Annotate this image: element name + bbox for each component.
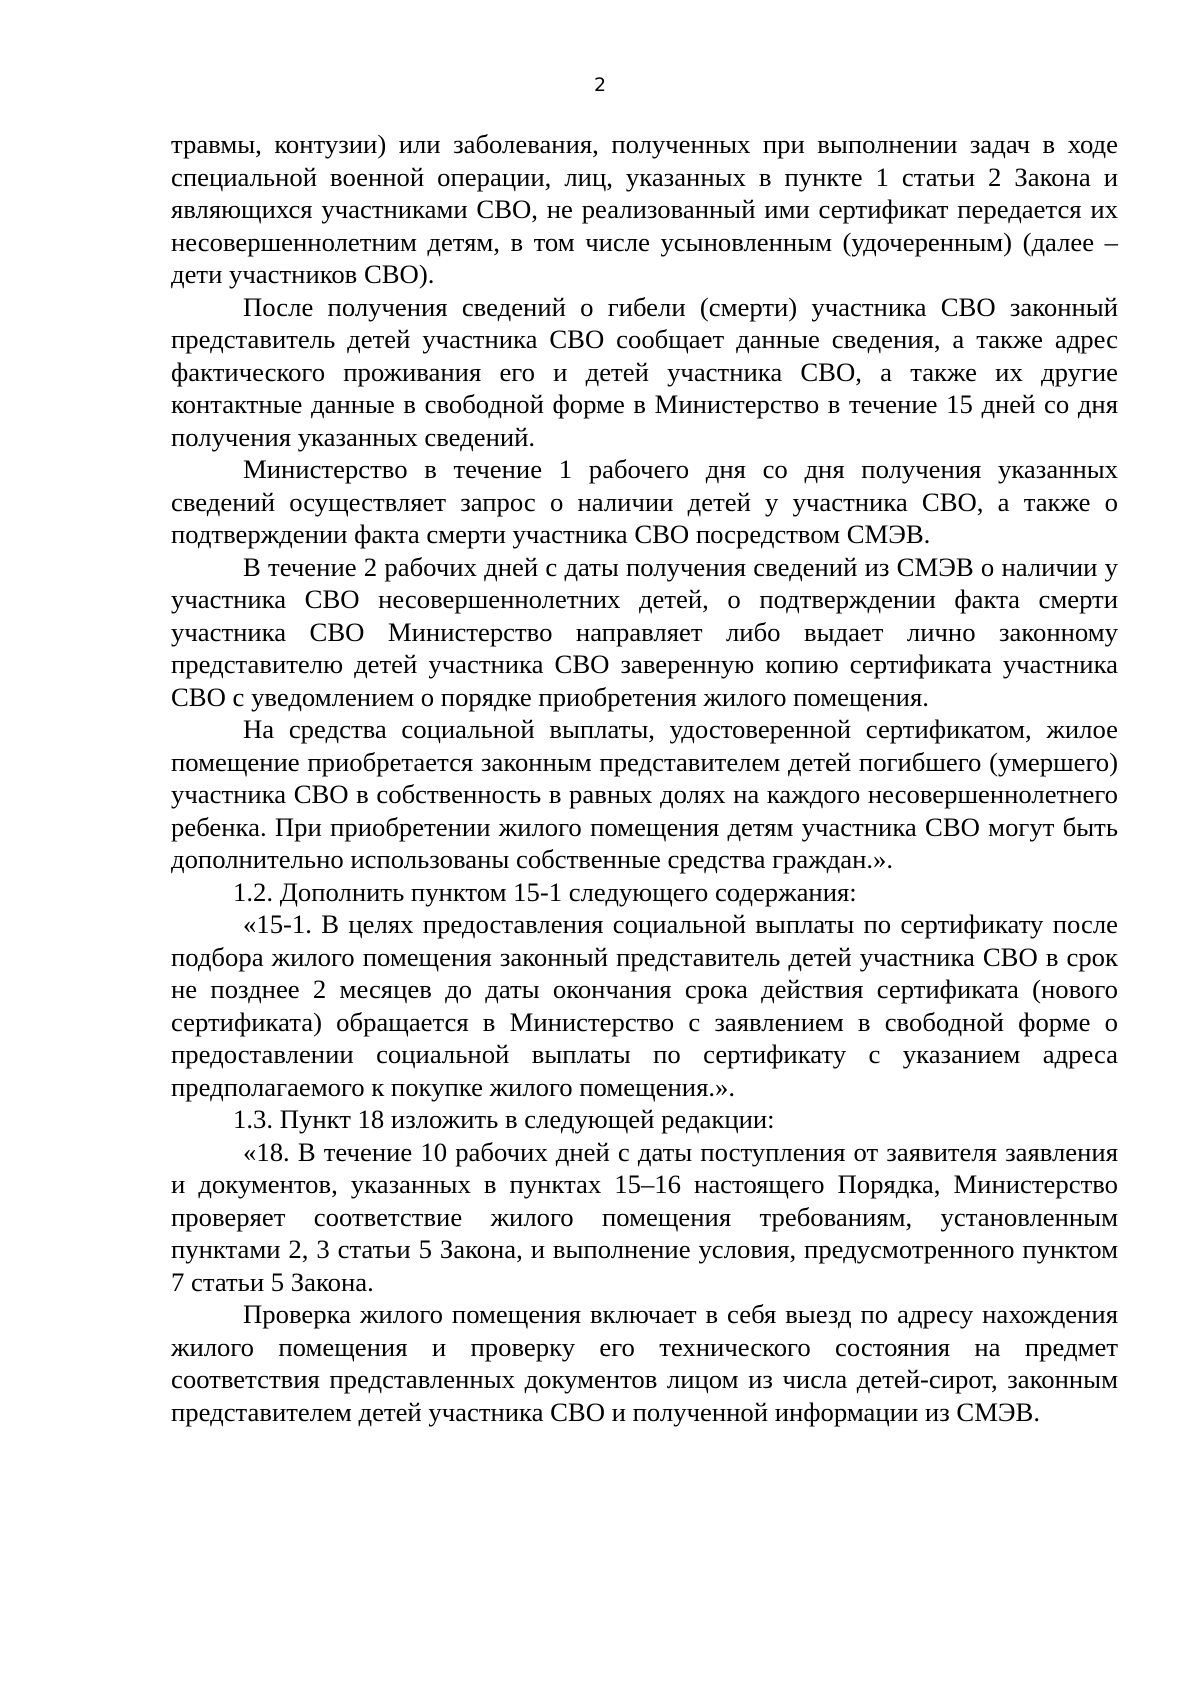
paragraph-notification-of-death: После получения сведений о гибели (смерти) участника СВО законный представитель детей участника СВО сообщает данные сведения, а также адрес фактического проживания его и детей участника СВО, а также их другие контактные данные в свободной форме в Министерство в течение 15 дней со дня получения указанных сведений. — [171, 291, 1118, 452]
paragraph-inspection: Проверка жилого помещения включает в себя выезд по адресу нахождения жилого помещения и проверку его технического состояния на предмет соответствия представленных документов лицом из числа детей-сирот, законным представителем детей участника СВО и полученной информации из СМЭВ. — [171, 1299, 1118, 1427]
paragraph-clause-1-2: 1.2. Дополнить пунктом 15-1 следующего содержания: — [233, 876, 857, 907]
paragraph-continuation: травмы, контузии) или заболевания, полученных при выполнении задач в ходе специальной военной операции, лиц, указанных в пункте 1 статьи 2 Закона и являющихся участниками СВО, не реализованный ими сертификат передается их несовершеннолетним детям, в том числе усыновленным (удочеренным) (далее – дети участников СВО). — [171, 129, 1118, 289]
paragraph-housing-purchase: На средства социальной выплаты, удостоверенной сертификатом, жилое помещение приобретается законным представителем детей погибшего (умершего) участника СВО в собственность в равных долях на каждого несовершеннолетнего ребенка. При приобретении жилого помещения детям участника СВО могут быть дополнительно использованы собственные средства граждан.». — [171, 714, 1118, 874]
document-body — [171, 128, 1118, 1428]
paragraph-certificate-copy: В течение 2 рабочих дней с даты получения сведений из СМЭВ о наличии у участника СВО несовершеннолетних детей, о подтверждении факта смерти участника СВО Министерство направляет либо выдает лично законному представителю детей участника СВО заверенную копию сертификата участника СВО с уведомлением о порядке приобретения жилого помещения. — [171, 551, 1118, 712]
paragraph-clause-1-3: 1.3. Пункт 18 изложить в следующей редакции: — [233, 1104, 775, 1134]
page-number: 2 — [593, 74, 607, 96]
paragraph-ministry-request: Министерство в течение 1 рабочего дня со дня получения указанных сведений осуществляет запрос о наличии детей у участника СВО, а также о подтверждении факта смерти участника СВО посредством СМЭВ. — [171, 454, 1118, 549]
paragraph-item-18: «18. В течение 10 рабочих дней с даты поступления от заявителя заявления и документов, указанных в пунктах 15–16 настоящего Порядка, Министерство проверяет соответствие жилого помещения требованиям, установленным пунктами 2, 3 статьи 5 Закона, и выполнение условия, предусмотренного пунктом 7 статьи 5 Закона. — [171, 1136, 1118, 1297]
paragraph-item-15-1: «15-1. В целях предоставления социальной выплаты по сертификату после подбора жилого помещения законный представитель детей участника СВО в срок не позднее 2 месяцев до даты окончания срока действия сертификата (нового сертификата) обращается в Министерство с заявлением в свободной форме о предоставлении социальной выплаты по сертификату с указанием адреса предполагаемого к покупке жилого помещения.». — [171, 909, 1118, 1102]
